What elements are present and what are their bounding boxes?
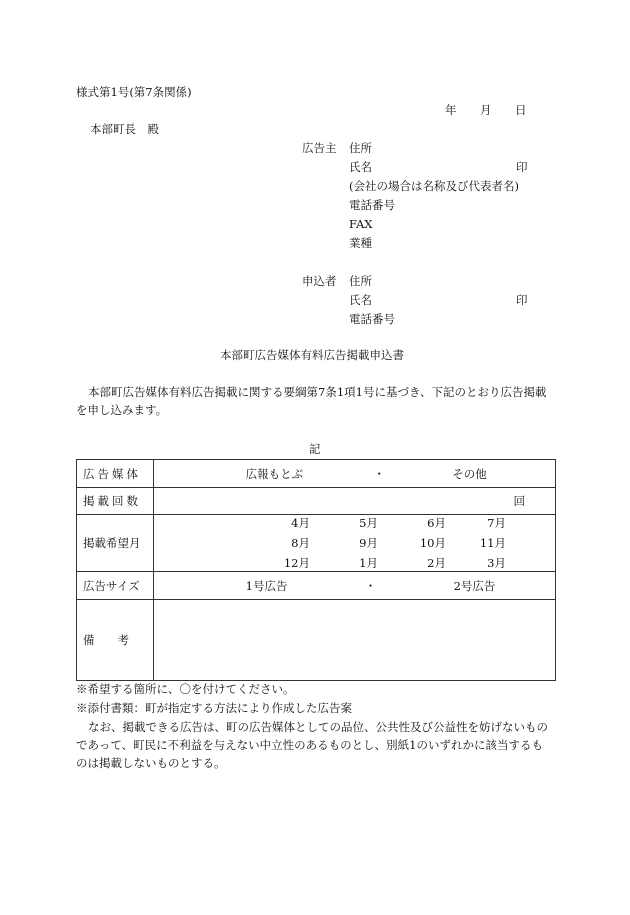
month-option[interactable]: 2月 (427, 556, 446, 570)
media-label (77, 460, 154, 488)
advertiser-title: 広告主 (302, 141, 337, 155)
date-month-label: 月 (480, 103, 492, 117)
size-option-1[interactable]: 1号広告 (245, 578, 288, 593)
advertiser-name-label: 氏名 (349, 160, 372, 174)
media-label-text: 広告媒体 (83, 466, 141, 481)
size-separator: ・ (364, 578, 377, 593)
remarks-label: 備 考 (77, 600, 154, 681)
applicant-address-label: 住所 (349, 274, 372, 288)
media-option-other[interactable]: その他 (452, 466, 487, 481)
advertiser-address-label: 住所 (349, 141, 372, 155)
advertiser-seal-mark: 印 (516, 160, 528, 174)
count-unit: 回 (513, 494, 525, 508)
application-statement: 本部町広告媒体有料広告掲載に関する要綱第7条1項1号に基づき、下記のとおり広告掲載を申し込みます。 (76, 385, 547, 417)
count-cell[interactable] (154, 488, 556, 515)
month-option[interactable]: 1月 (359, 556, 378, 570)
month-option[interactable]: 10月 (419, 536, 446, 550)
size-row (77, 572, 556, 600)
advertiser-phone-label: 電話番号 (349, 198, 395, 212)
count-label (77, 488, 154, 515)
advertiser-company-note: (会社の場合は名称及び代表者名) (349, 179, 519, 193)
applicant-title: 申込者 (302, 274, 337, 288)
applicant-seal-mark: 印 (516, 293, 528, 307)
addressee: 本部町長 殿 (90, 122, 159, 136)
months-label: 掲載希望月 (77, 515, 154, 572)
month-option[interactable]: 12月 (283, 556, 310, 570)
month-option[interactable]: 4月 (291, 516, 310, 530)
remarks-cell[interactable] (154, 600, 556, 681)
date-day-label: 日 (515, 103, 527, 117)
date-year-label: 年 (445, 103, 457, 117)
applicant-name-label: 氏名 (349, 293, 372, 307)
months-row (77, 515, 556, 572)
size-label: 広告サイズ (77, 572, 154, 600)
month-option[interactable]: 3月 (487, 556, 506, 570)
remarks-row (77, 600, 556, 681)
month-option[interactable]: 11月 (479, 536, 506, 550)
media-option-koho-motobu[interactable]: 広報もとぶ (245, 466, 304, 481)
media-row (77, 460, 556, 488)
media-separator: ・ (373, 466, 385, 481)
month-option[interactable]: 5月 (359, 516, 378, 530)
application-table (76, 459, 556, 681)
advertiser-industry-label: 業種 (349, 236, 372, 250)
document-title: 本部町広告媒体有料広告掲載申込書 (220, 348, 404, 362)
count-label-text: 掲載回数 (83, 494, 141, 508)
form-number: 様式第1号(第7条関係) (76, 85, 192, 99)
media-cell[interactable] (154, 460, 556, 488)
month-option[interactable]: 9月 (359, 536, 378, 550)
months-cell[interactable] (154, 515, 556, 572)
size-option-2[interactable]: 2号広告 (453, 578, 496, 593)
advertiser-fax-label: FAX (349, 217, 373, 231)
note-attachment: ※添付書類：町が指定する方法により作成した広告案 (76, 701, 352, 715)
months-grid (154, 515, 555, 571)
note-conditions: なお、掲載できる広告は、町の広告媒体としての品位、公共性及び公益性を妨げないものであって、町民に不利益を与えない中立性のあるものとし、別紙1のいずれかに該当するものは掲載しないものとする。 (76, 720, 548, 770)
note-circle-instruction: ※希望する箇所に、〇を付けてください。 (76, 682, 295, 696)
count-row (77, 488, 556, 515)
ki-heading: 記 (309, 442, 321, 456)
size-cell[interactable] (154, 572, 556, 600)
month-option[interactable]: 8月 (291, 536, 310, 550)
month-option[interactable]: 6月 (427, 516, 446, 530)
month-option[interactable]: 7月 (487, 516, 506, 530)
applicant-phone-label: 電話番号 (349, 312, 395, 326)
